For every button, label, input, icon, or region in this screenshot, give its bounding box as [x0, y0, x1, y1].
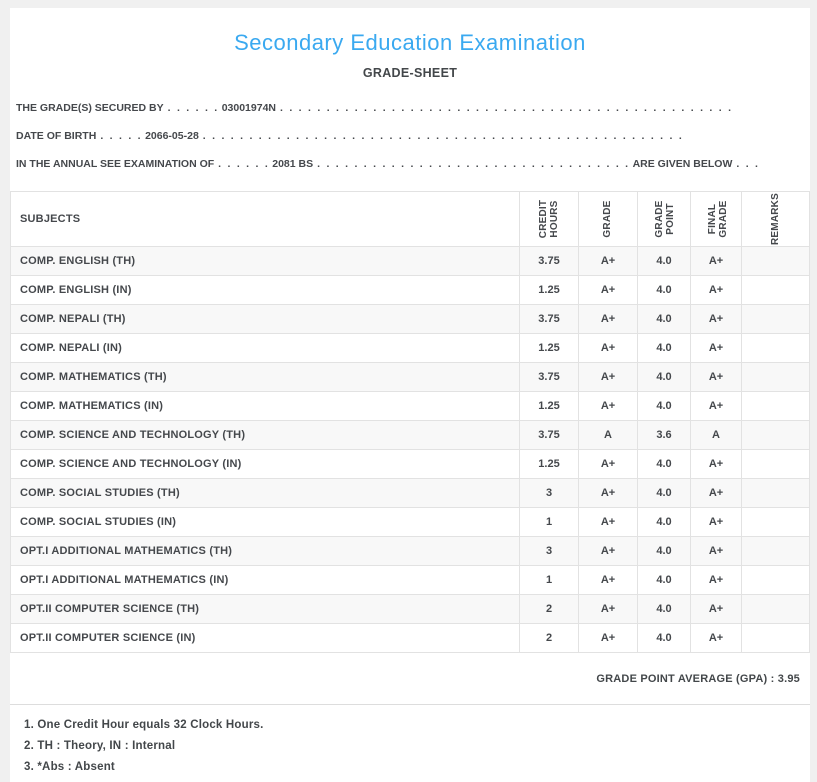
grade-cell: A+	[579, 276, 638, 305]
grade-cell: A+	[579, 479, 638, 508]
table-row	[11, 421, 810, 450]
dots: . . . . . . . . . . . . . . . . . . . . . . . . . . . . . . . . . . . . . . . . . . . . . . . . .	[280, 102, 732, 114]
table-row	[11, 624, 810, 653]
grade-cell: A+	[579, 566, 638, 595]
final-grade-cell: A+	[691, 595, 742, 624]
grade-cell: A+	[579, 624, 638, 653]
credit-hours-header-label: CREDIT HOURS	[537, 199, 560, 239]
are-given-below-label: ARE GIVEN BELOW	[632, 158, 733, 170]
credit-hours-header	[520, 192, 579, 247]
subject-cell: COMP. SCIENCE AND TECHNOLOGY (IN)	[11, 450, 520, 479]
subject-cell: OPT.I ADDITIONAL MATHEMATICS (TH)	[11, 537, 520, 566]
subject-cell: OPT.II COMPUTER SCIENCE (TH)	[11, 595, 520, 624]
grade-cell: A+	[579, 363, 638, 392]
credit-hours-cell: 3.75	[520, 421, 579, 450]
candidate-symbol-number: 03001974N	[221, 102, 277, 114]
grade-point-cell: 4.0	[638, 508, 691, 537]
grade-point-cell: 4.0	[638, 392, 691, 421]
exam-label: IN THE ANNUAL SEE EXAMINATION OF	[16, 158, 215, 170]
grade-point-cell: 4.0	[638, 305, 691, 334]
remarks-cell	[742, 276, 810, 305]
table-row	[11, 247, 810, 276]
subject-cell: COMP. NEPALI (TH)	[11, 305, 520, 334]
dots: . . . . . .	[218, 158, 269, 170]
grade-point-cell: 3.6	[638, 421, 691, 450]
table-row	[11, 537, 810, 566]
remarks-cell	[742, 566, 810, 595]
subject-cell: COMP. MATHEMATICS (TH)	[11, 363, 520, 392]
final-grade-cell: A+	[691, 566, 742, 595]
grade-cell: A+	[579, 334, 638, 363]
table-row	[11, 595, 810, 624]
grade-header	[579, 192, 638, 247]
grade-point-cell: 4.0	[638, 537, 691, 566]
credit-hours-cell: 2	[520, 624, 579, 653]
table-row	[11, 450, 810, 479]
subject-cell: COMP. ENGLISH (IN)	[11, 276, 520, 305]
table-row	[11, 392, 810, 421]
table-row	[11, 363, 810, 392]
credit-hours-cell: 1	[520, 508, 579, 537]
subject-cell: OPT.II COMPUTER SCIENCE (IN)	[11, 624, 520, 653]
remarks-header-label: REMARKS	[769, 193, 781, 245]
credit-hours-cell: 1.25	[520, 392, 579, 421]
remarks-cell	[742, 334, 810, 363]
remarks-cell	[742, 624, 810, 653]
secured-by-label: THE GRADE(S) SECURED BY	[16, 102, 164, 114]
dob-label: DATE OF BIRTH	[16, 130, 97, 142]
table-row	[11, 276, 810, 305]
grade-point-cell: 4.0	[638, 450, 691, 479]
subject-cell: COMP. SOCIAL STUDIES (TH)	[11, 479, 520, 508]
final-grade-cell: A+	[691, 537, 742, 566]
final-grade-cell: A+	[691, 305, 742, 334]
credit-hours-cell: 3.75	[520, 305, 579, 334]
credit-hours-cell: 2	[520, 595, 579, 624]
final-grade-header	[691, 192, 742, 247]
date-of-birth-value: 2066-05-28	[145, 130, 199, 142]
credit-hours-cell: 1	[520, 566, 579, 595]
dots: . . . . . .	[167, 102, 218, 114]
grade-point-header-label: GRADE POINT	[653, 200, 676, 238]
dots: . . . . . . . . . . . . . . . . . . . . . . . . . . . . . . . . . . . . . . . . . . . . . . . . . . . .	[202, 130, 683, 142]
final-grade-cell: A+	[691, 450, 742, 479]
dots: . . .	[736, 158, 759, 170]
grade-sheet-subtitle: GRADE-SHEET	[362, 66, 458, 80]
remarks-cell	[742, 247, 810, 276]
table-header-row	[11, 192, 810, 247]
footnote-credit-hours: 1. One Credit Hour equals 32 Clock Hours.	[24, 719, 264, 731]
grade-point-cell: 4.0	[638, 479, 691, 508]
remarks-cell	[742, 508, 810, 537]
grade-cell: A+	[579, 305, 638, 334]
grade-cell: A	[579, 421, 638, 450]
grade-cell: A+	[579, 595, 638, 624]
remarks-cell	[742, 363, 810, 392]
grade-point-cell: 4.0	[638, 624, 691, 653]
table-row	[11, 334, 810, 363]
grade-point-cell: 4.0	[638, 566, 691, 595]
credit-hours-cell: 3.75	[520, 363, 579, 392]
grade-point-cell: 4.0	[638, 595, 691, 624]
credit-hours-cell: 1.25	[520, 450, 579, 479]
credit-hours-cell: 3	[520, 479, 579, 508]
secured-by-line	[16, 94, 804, 122]
final-grade-header-label: FINAL GRADE	[706, 200, 729, 238]
remarks-header	[742, 192, 810, 247]
remarks-cell	[742, 450, 810, 479]
subject-cell: COMP. SCIENCE AND TECHNOLOGY (TH)	[11, 421, 520, 450]
grades-table	[10, 191, 810, 653]
remarks-cell	[742, 479, 810, 508]
grade-cell: A+	[579, 508, 638, 537]
grade-point-cell: 4.0	[638, 276, 691, 305]
grade-point-cell: 4.0	[638, 247, 691, 276]
final-grade-cell: A+	[691, 276, 742, 305]
final-grade-cell: A+	[691, 334, 742, 363]
credit-hours-cell: 1.25	[520, 334, 579, 363]
table-row	[11, 508, 810, 537]
remarks-cell	[742, 421, 810, 450]
subject-cell: COMP. NEPALI (IN)	[11, 334, 520, 363]
page-title: Secondary Education Examination	[234, 30, 586, 55]
table-row	[11, 305, 810, 334]
gpa-summary: GRADE POINT AVERAGE (GPA) : 3.95	[596, 673, 800, 685]
final-grade-cell: A+	[691, 624, 742, 653]
final-grade-cell: A+	[691, 363, 742, 392]
candidate-info-lines	[16, 94, 804, 178]
final-grade-cell: A+	[691, 392, 742, 421]
remarks-cell	[742, 305, 810, 334]
footnote-th-in: 2. TH : Theory, IN : Internal	[24, 740, 176, 752]
examination-year-line	[16, 150, 804, 178]
grade-sheet-panel	[10, 8, 810, 782]
final-grade-cell: A	[691, 421, 742, 450]
grade-point-cell: 4.0	[638, 363, 691, 392]
table-row	[11, 566, 810, 595]
dots: . . . . . . . . . . . . . . . . . . . . . . . . . . . . . . . . . .	[317, 158, 629, 170]
grade-point-header	[638, 192, 691, 247]
remarks-cell	[742, 392, 810, 421]
dots: . . . . .	[100, 130, 142, 142]
grade-cell: A+	[579, 450, 638, 479]
subject-cell: OPT.I ADDITIONAL MATHEMATICS (IN)	[11, 566, 520, 595]
remarks-cell	[742, 595, 810, 624]
subject-cell: COMP. SOCIAL STUDIES (IN)	[11, 508, 520, 537]
final-grade-cell: A+	[691, 479, 742, 508]
table-row	[11, 479, 810, 508]
subject-cell: COMP. MATHEMATICS (IN)	[11, 392, 520, 421]
credit-hours-cell: 1.25	[520, 276, 579, 305]
subjects-header: SUBJECTS	[11, 192, 520, 247]
subject-cell: COMP. ENGLISH (TH)	[11, 247, 520, 276]
credit-hours-cell: 3.75	[520, 247, 579, 276]
grade-cell: A+	[579, 392, 638, 421]
credit-hours-cell: 3	[520, 537, 579, 566]
footnotes	[10, 705, 810, 773]
final-grade-cell: A+	[691, 508, 742, 537]
remarks-cell	[742, 537, 810, 566]
grade-cell: A+	[579, 247, 638, 276]
grade-point-cell: 4.0	[638, 334, 691, 363]
exam-year-value: 2081 BS	[272, 158, 314, 170]
final-grade-cell: A+	[691, 247, 742, 276]
grade-header-label: GRADE	[602, 200, 614, 238]
grade-cell: A+	[579, 537, 638, 566]
date-of-birth-line	[16, 122, 804, 150]
footnote-absent: 3. *Abs : Absent	[24, 761, 115, 773]
